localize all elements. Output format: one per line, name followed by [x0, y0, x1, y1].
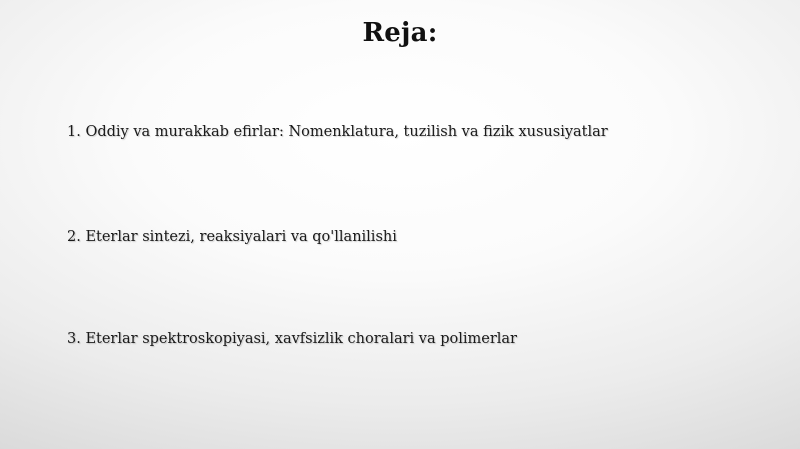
plan-item-3: 3. Eterlar spektroskopiyasi, xavfsizlik choralari va polimerlar — [67, 331, 517, 347]
plan-item-2: 2. Eterlar sintezi, reaksiyalari va qo'llanilishi — [67, 229, 397, 245]
plan-item-1: 1. Oddiy va murakkab efirlar: Nomenklatura, tuzilish va fizik xususiyatlar — [67, 124, 608, 140]
slide-title: Reja: — [362, 18, 438, 48]
